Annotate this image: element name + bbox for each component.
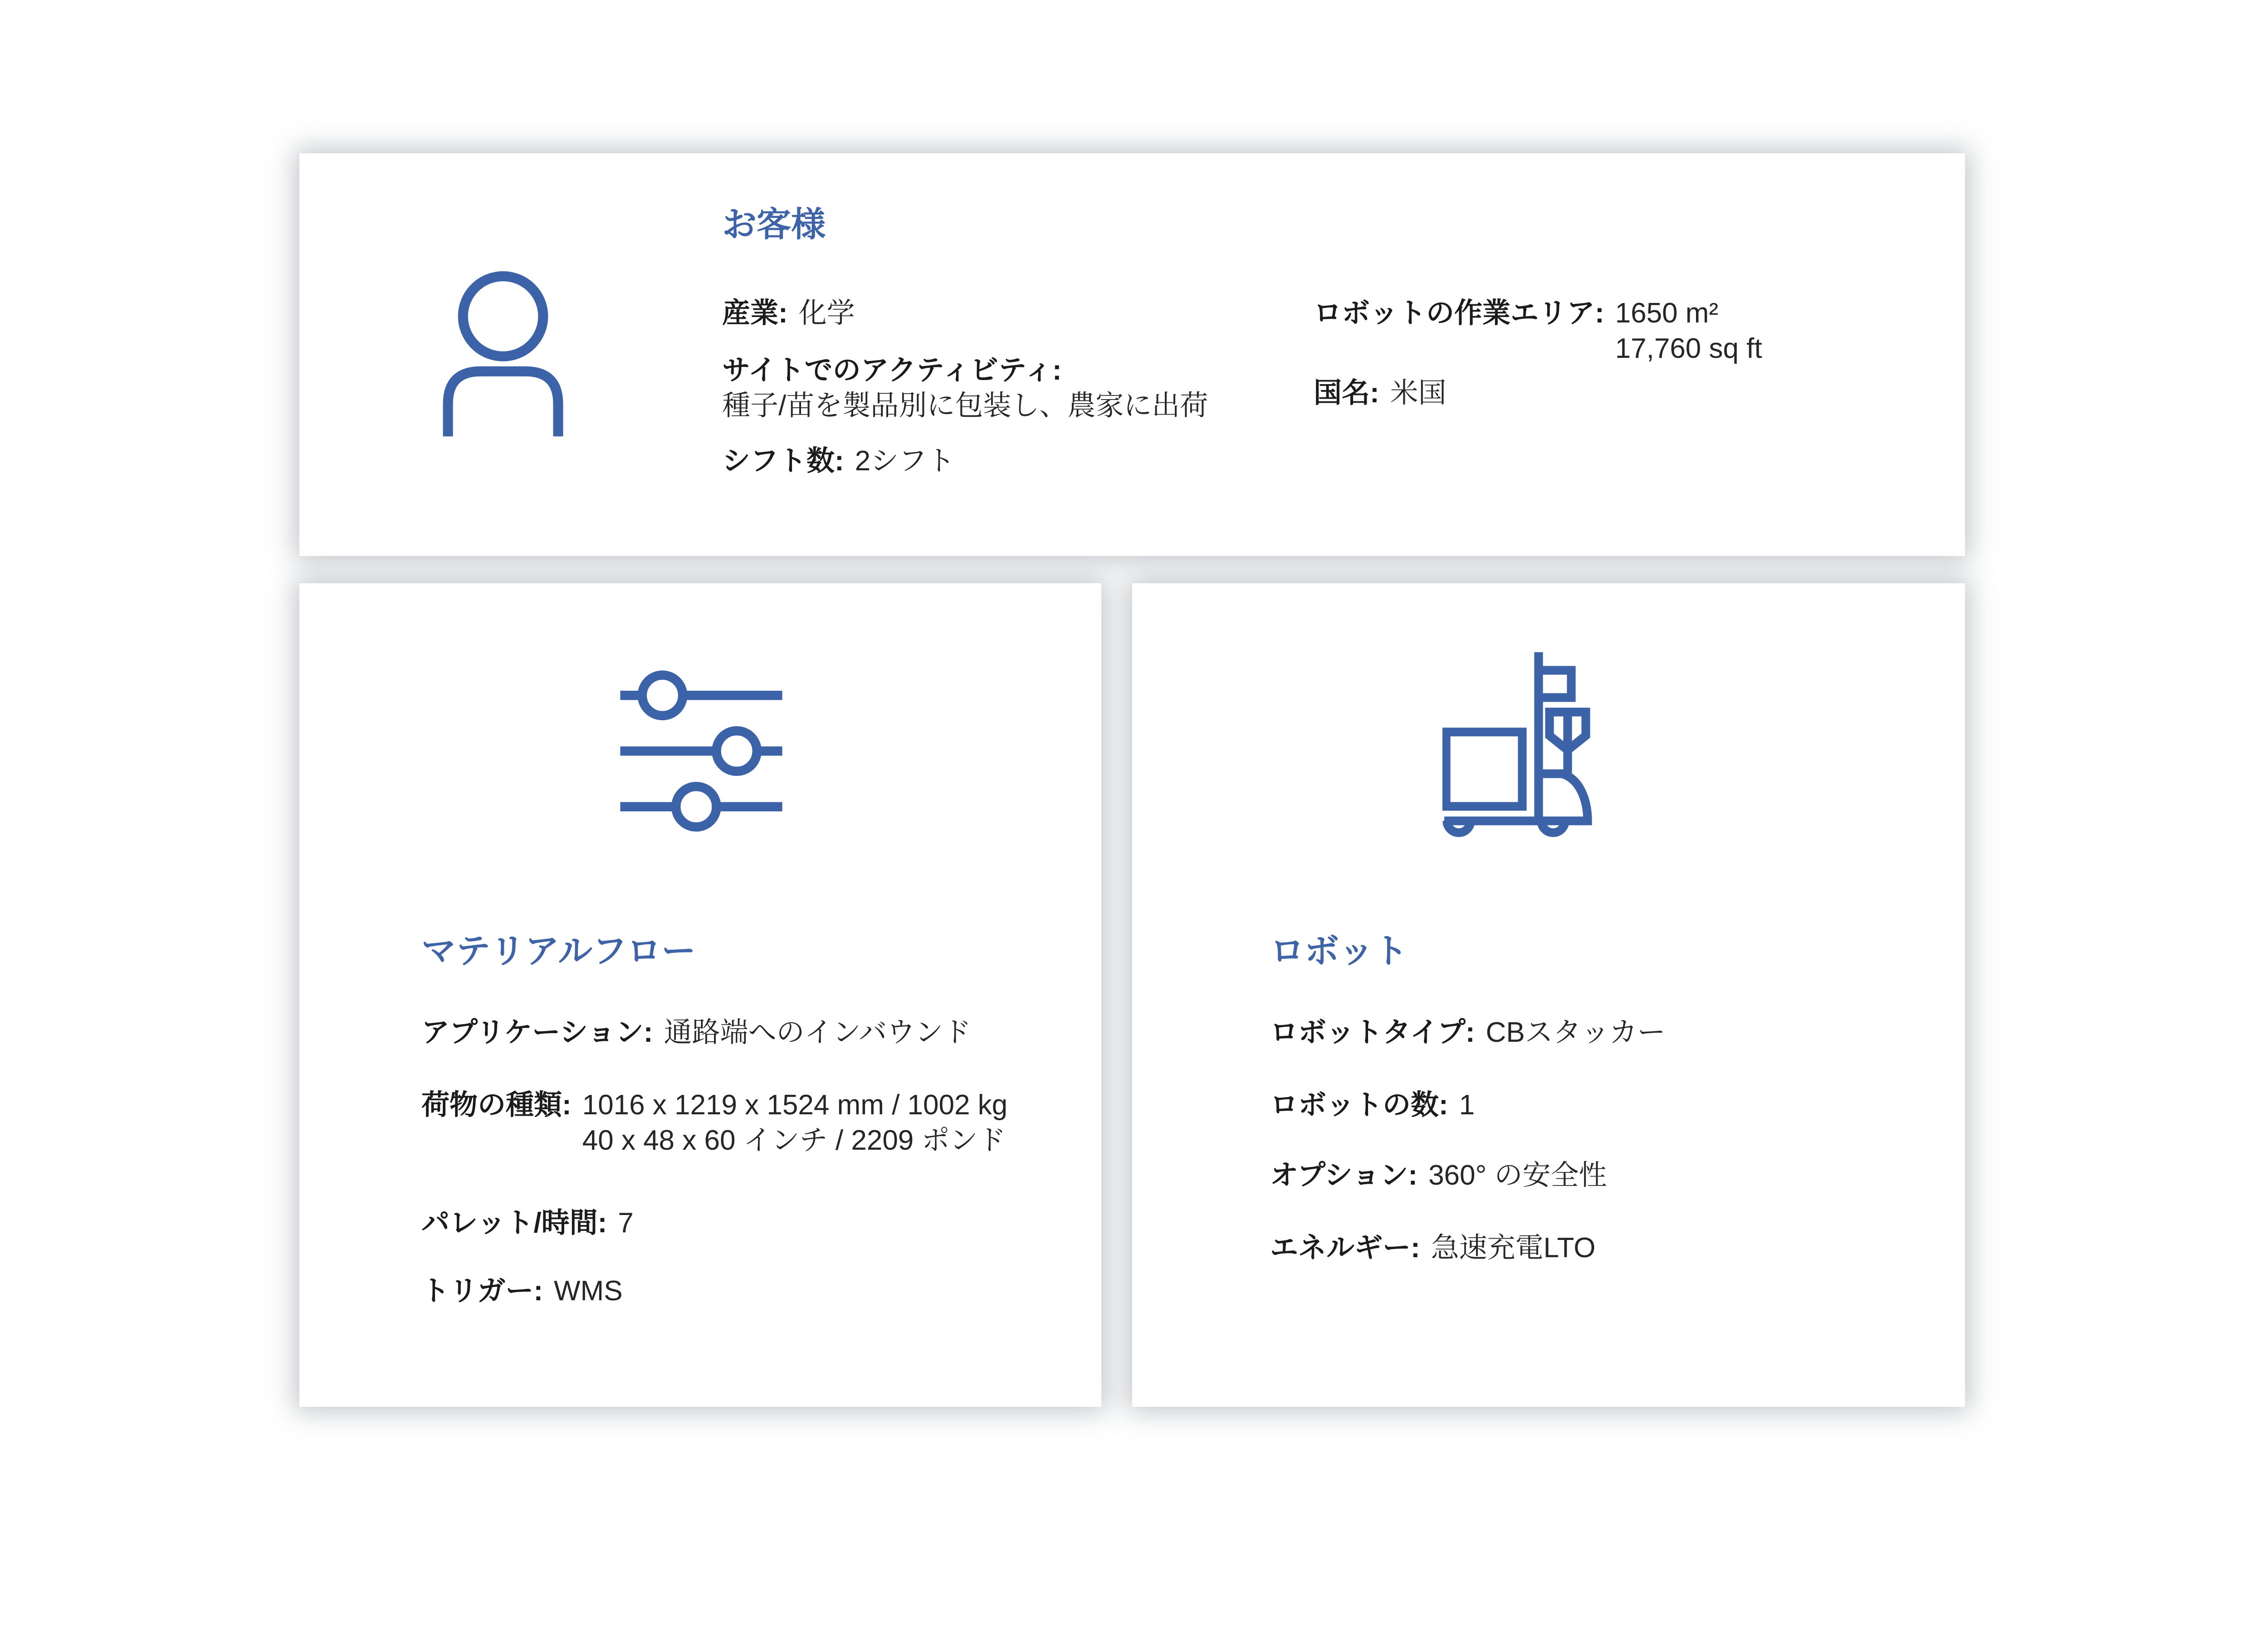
application-row: [421, 1015, 971, 1050]
forklift-stacker-icon: [1442, 647, 1660, 864]
robot-count-value: 1: [1459, 1089, 1475, 1121]
country-value: 米国: [1390, 377, 1447, 409]
load-type-values: [582, 1088, 1008, 1158]
robot-card-title: ロボット: [1270, 932, 1408, 971]
load-type-value-metric: 1016 x 1219 x 1524 mm / 1002 kg: [582, 1089, 1008, 1121]
site-activity-value: 種子/苗を製品別に包装し、農家に出荷: [722, 390, 1208, 421]
trigger-value: WMS: [554, 1275, 623, 1307]
options-label: オプション:: [1270, 1160, 1418, 1191]
shifts-row: [722, 444, 955, 479]
energy-value: 急速充電LTO: [1431, 1232, 1596, 1264]
customer-card: [299, 153, 1965, 556]
application-label: アプリケーション:: [421, 1017, 653, 1048]
energy-label: エネルギー:: [1270, 1232, 1420, 1264]
application-value: 通路端へのインバウンド: [664, 1017, 972, 1048]
customer-card-title: お客様: [722, 205, 826, 244]
trigger-row: [421, 1274, 623, 1309]
material-flow-card-title: マテリアルフロー: [421, 932, 696, 971]
options-row: [1270, 1158, 1607, 1193]
robot-count-row: [1270, 1088, 1475, 1123]
robot-type-value: CBスタッカー: [1486, 1017, 1666, 1048]
robot-card: [1132, 583, 1965, 1407]
work-area-value-metric: 1650 m²: [1615, 298, 1719, 329]
work-area-value-imperial: 17,760 sq ft: [1615, 333, 1762, 364]
load-type-value-imperial: 40 x 48 x 60 インチ / 2209 ポンド: [582, 1125, 1006, 1156]
sliders-icon: [617, 667, 786, 835]
industry-label: 産業:: [722, 298, 788, 329]
robot-type-label: ロボットタイプ:: [1270, 1017, 1475, 1048]
trigger-label: トリガー:: [421, 1275, 543, 1307]
industry-row: [722, 296, 855, 331]
pallets-per-hour-value: 7: [618, 1207, 634, 1239]
material-flow-card: [299, 583, 1101, 1407]
shifts-label: シフト数:: [722, 445, 844, 477]
industry-value: 化学: [798, 298, 855, 329]
work-area-label: ロボットの作業エリア:: [1314, 298, 1604, 329]
country-label: 国名:: [1314, 377, 1379, 409]
person-icon: [440, 271, 566, 439]
robot-type-row: [1270, 1015, 1666, 1050]
load-type-label: 荷物の種類:: [421, 1089, 572, 1121]
pallets-per-hour-row: [421, 1205, 634, 1241]
pallets-per-hour-label: パレット/時間:: [421, 1207, 607, 1239]
work-area-values: [1615, 296, 1762, 366]
site-activity-row: [722, 353, 1208, 424]
shifts-value: 2シフト: [855, 445, 955, 477]
robot-count-label: ロボットの数:: [1270, 1089, 1448, 1121]
options-value: 360° の安全性: [1428, 1160, 1607, 1191]
work-area-row: [1314, 296, 1762, 366]
site-activity-label: サイトでのアクティビティ:: [722, 355, 1062, 386]
country-row: [1314, 376, 1447, 411]
load-type-row: [421, 1088, 1007, 1158]
energy-row: [1270, 1230, 1596, 1266]
